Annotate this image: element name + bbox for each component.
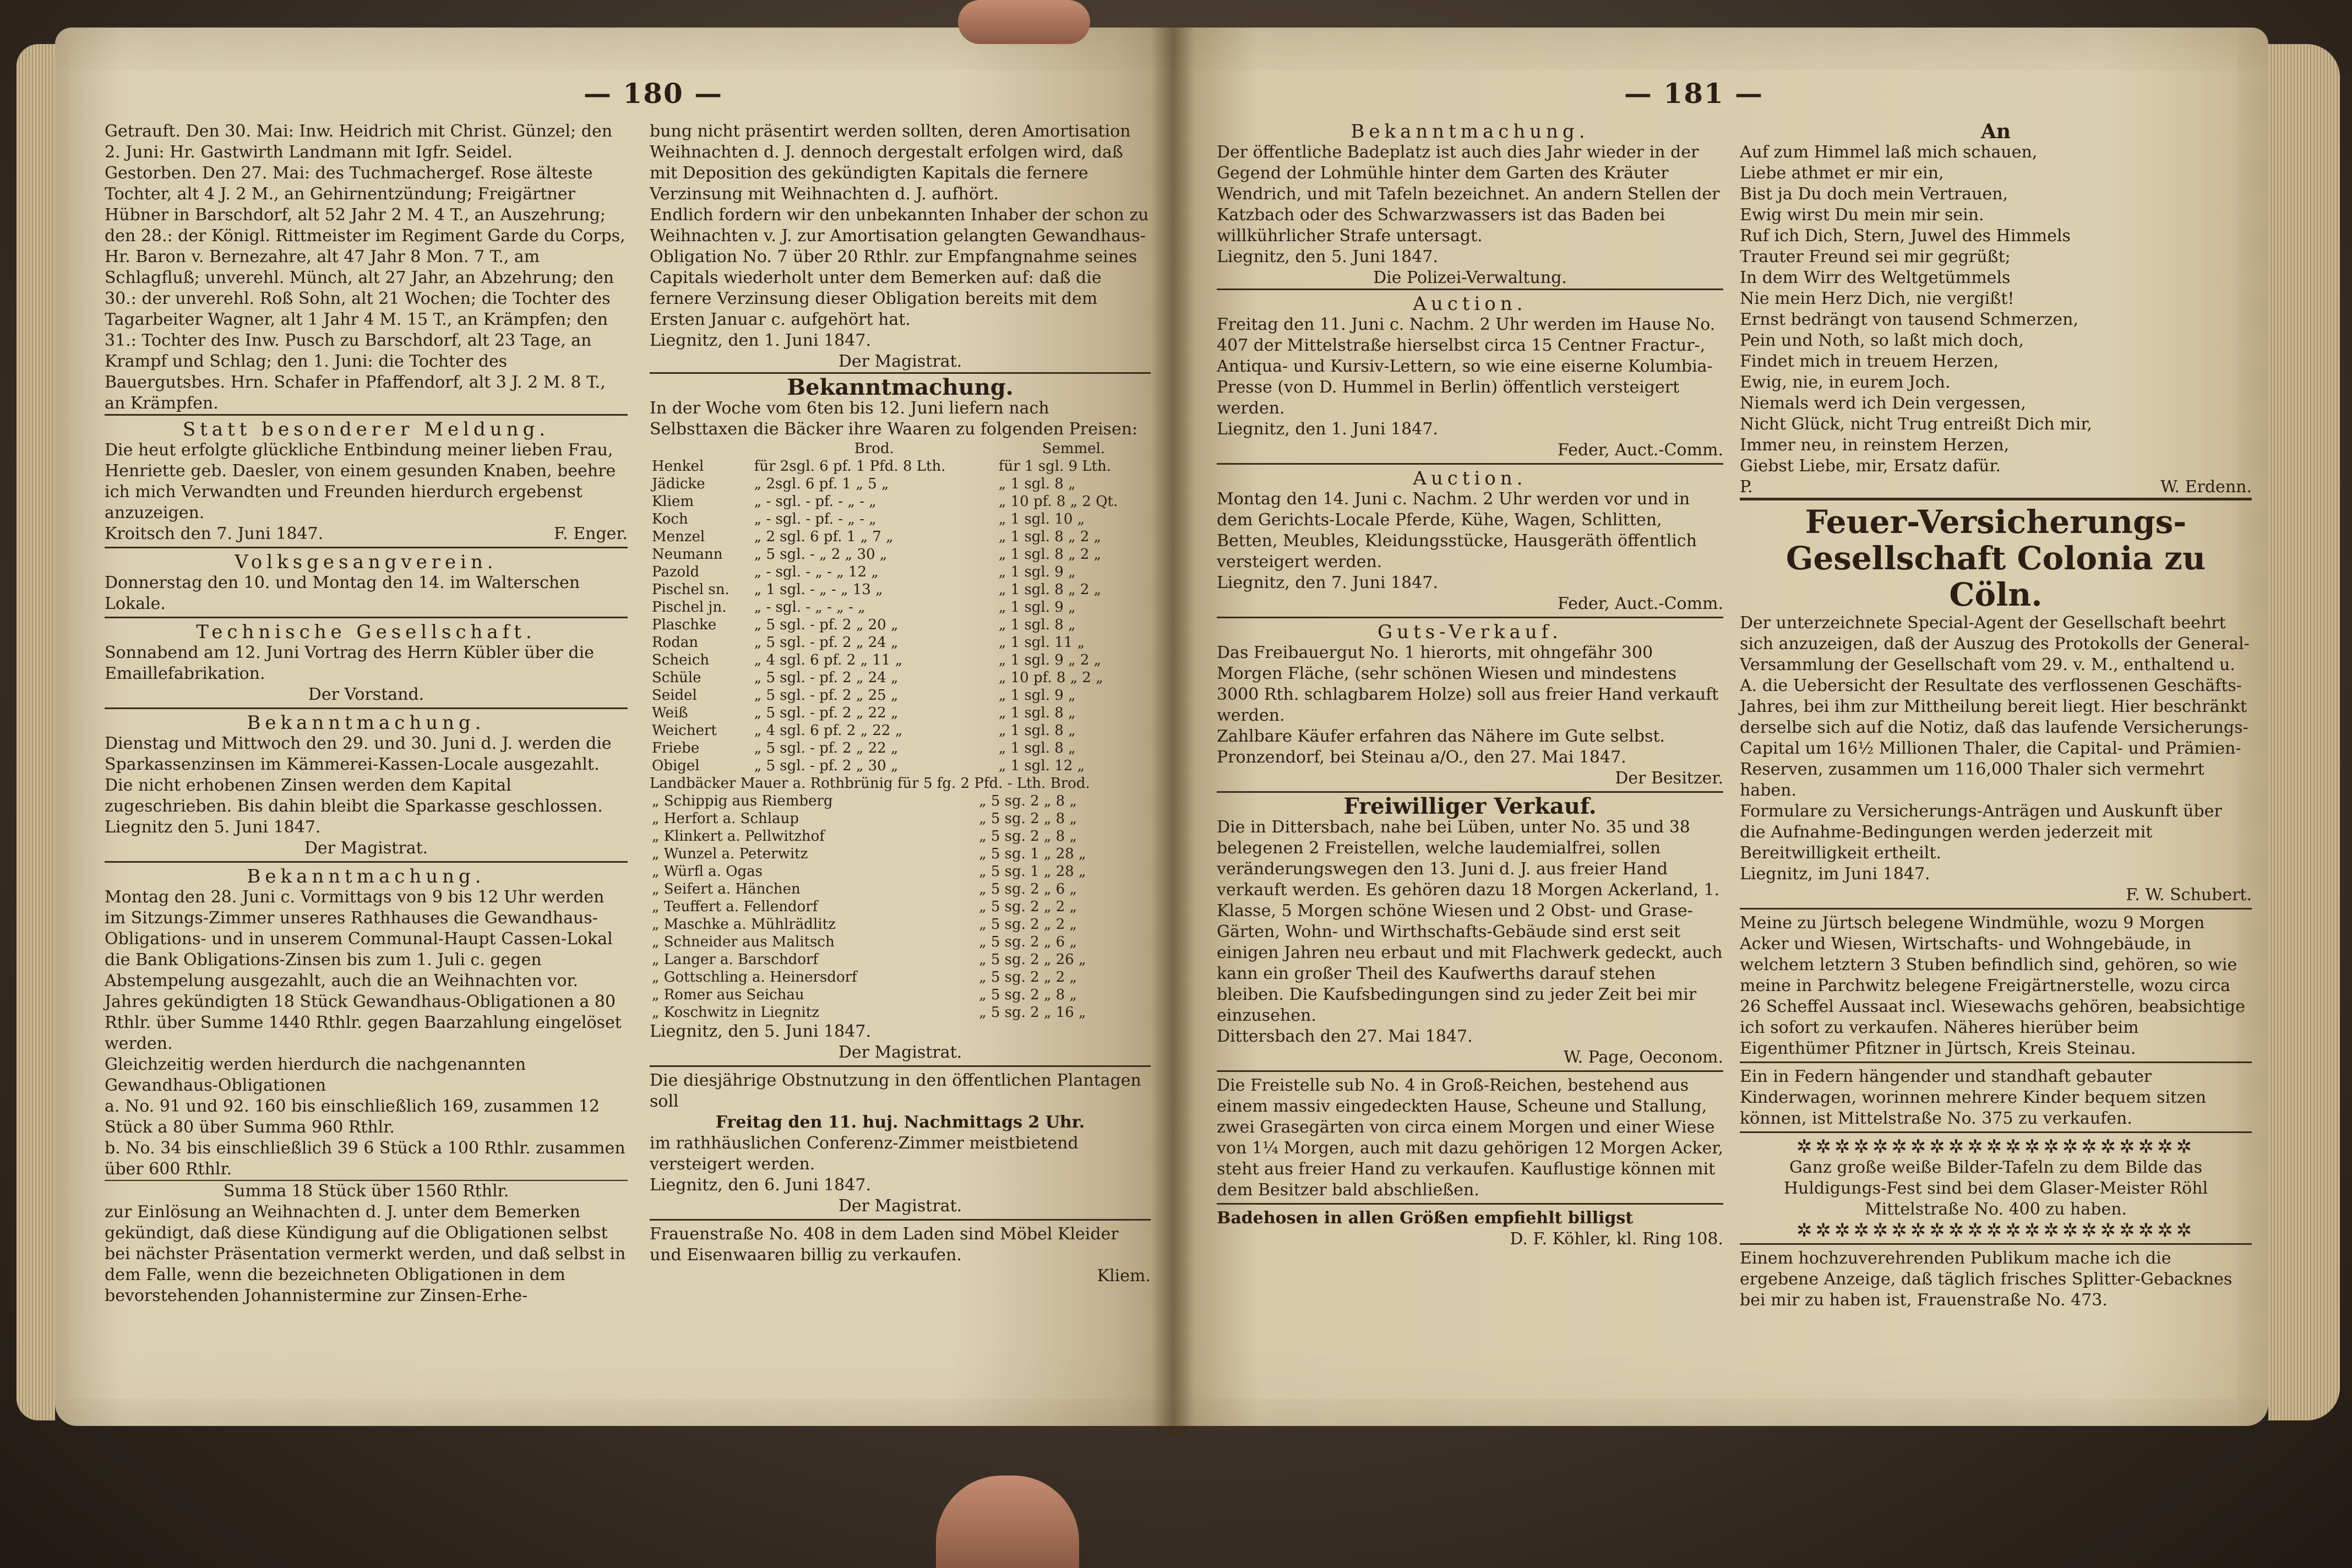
semmel-col-header: Semmel. <box>1042 440 1106 457</box>
obligation-text: Montag den 28. Juni c. Vormittags von 9 bis 12 Uhr werden im Sitzungs-Zimmer unseres Rathhauses die Gewandhaus-Obligations- und in unserem Communal-Haupt Cassen-Lokal die Bank Obligations-Zinsen bis zum 1. Juli c. gegen Abstempelung ausgezahlt, auch die an Weihnachten vor. Jahres gekündigten 18 Stück Gewandhaus-Obligationen a 80 Rthlr. über Summe 1440 Rthlr. gegen Baarzahlung eingelöset werden. <box>105 888 622 1053</box>
auction-1-text: Freitag den 11. Juni c. Nachm. 2 Uhr werden im Hause No. 407 der Mittelstraße hierselbst circa 15 Centner Fractur-, Antiqua- und Kursiv-Lettern, so wie eine eiserne Kolumbia-Presse (von D. Hummel in Berlin) öffentlich versteigert werden. <box>1217 315 1716 418</box>
bread-price-cell: „ - sgl. - „ - „ 12 „ <box>754 564 879 580</box>
bread-signature: Der Magistrat. <box>838 1043 962 1062</box>
country-baker-row <box>650 1004 1151 1021</box>
poem-line: Trauter Freund sei mir gegrüßt; <box>1740 247 2011 266</box>
bread-price-cell: Jädicke <box>652 476 705 492</box>
open-book <box>17 28 2340 1437</box>
bathing-trunks-signature: D. F. Köhler, kl. Ring 108. <box>1510 1229 1723 1249</box>
insurance-signature: F. W. Schubert. <box>2126 885 2252 905</box>
bread-price-row <box>650 634 1151 651</box>
country-baker-cell: „ 5 sg. 2 „ 6 „ <box>979 934 1077 950</box>
bakery-ad <box>1740 1243 2252 1313</box>
bread-price-cell: „ - sgl. - pf. - „ - „ <box>754 493 876 510</box>
savings-announcement <box>105 707 628 861</box>
bread-price-cell: Pischel jn. <box>652 599 727 616</box>
bread-price-cell: „ 4 sgl. 6 pf. 2 „ 22 „ <box>754 722 903 739</box>
right-column-1 <box>1217 121 1723 1252</box>
country-baker-row <box>650 845 1151 863</box>
country-baker-cell: „ 5 sg. 1 „ 28 „ <box>979 846 1086 862</box>
poem-line: Ewig, nie, in eurem Joch. <box>1740 373 1951 392</box>
marriages-text: Getrauft. Den 30. Mai: Inw. Heidrich mit Christ. Günzel; den 2. Juni: Hr. Gastwirth Landmann mit Igfr. Seidel. <box>105 122 613 162</box>
poem-line: Nicht Glück, nicht Trug entreißt Dich mir, <box>1740 415 2092 434</box>
estate-text: Das Freibauergut No. 1 hierorts, mit ohngefähr 300 Morgen Fläche, (sehr schönen Wiesen und mindestens 3000 Rth. schlagbarem Holze) soll aus freier Hand verkauft werden. <box>1217 643 1719 725</box>
left-column-2 <box>650 121 1151 1289</box>
country-baker-row <box>650 933 1151 951</box>
bread-price-cell: „ 1 sgl. 8 „ <box>998 722 1076 739</box>
bread-price-row <box>650 704 1151 722</box>
bread-price-cell: „ 4 sgl. 6 pf. 2 „ 11 „ <box>754 652 903 668</box>
fruit-signature: Der Magistrat. <box>838 1196 962 1216</box>
bread-price-cell: „ 1 sgl. 9 „ <box>998 687 1076 704</box>
fruit-auction-announcement <box>650 1065 1151 1219</box>
obligation-signature: Der Magistrat. <box>838 352 962 371</box>
left-page-edges <box>17 44 55 1420</box>
birth-title: Statt besonderer Meldung. <box>182 418 550 440</box>
country-baker-cell: „ Teuffert a. Fellendorf <box>652 899 818 915</box>
deaths-text: Gestorben. Den 27. Mai: des Tuchmachergef. Rose älteste Tochter, alt 4 J. 2 M., an Gehirnentzündung; Freigärtner Hübner in Barschdorf, alt 52 Jahr 2 M. 4 T., an Auszehrung; den 28.: der Königl. Rittmeister im Regiment Garde du Corps, Hr. Baron v. Bernezahre, alt 47 Jahr 8 Mon. 7 T., am Schlagfluß; unverehl. Münch, alt 27 Jahr, an Abzehrung; den 30.: der unverehl. Roß Sohn, alt 21 Wochen; die Tochter des Tagarbeiter Wagner, alt 1 Jahr 4 M. 15 T., an Krämpfen; den 31.: Tochter des Inw. Pusch zu Barschdorf, alt 23 Tage, an Krampf und Schlag; den 1. Juni: die Tochter des Bauergutsbes. Hrn. Schafer in Pfaffendorf, alt 3 J. 2 M. 8 T., an Krämpfen. <box>105 164 625 413</box>
picture-panels-ad <box>1740 1131 2252 1243</box>
poem-line: Auf zum Himmel laß mich schauen, <box>1740 143 2038 162</box>
bread-price-cell: Pischel sn. <box>652 581 729 598</box>
estate-sale <box>1217 617 1723 791</box>
country-baker-row <box>650 863 1151 880</box>
auction-2-place: Liegnitz, den 7. Juni 1847. <box>1217 573 1438 592</box>
poem-title: An <box>1980 120 2011 143</box>
birth-signature: F. Enger. <box>554 524 628 543</box>
voluntary-sale-signature: W. Page, Oeconom. <box>1564 1048 1723 1067</box>
auction-1-title: Auction. <box>1413 293 1527 315</box>
thumb-top <box>958 0 1090 44</box>
country-bakers-table <box>650 792 1151 1021</box>
bread-price-row <box>650 546 1151 563</box>
country-baker-cell: „ 5 sg. 2 „ 8 „ <box>979 810 1077 827</box>
country-baker-cell: „ Maschke a. Mühlrädlitz <box>652 916 836 933</box>
bathing-title: Bekanntmachung. <box>1351 121 1589 143</box>
estate-text-2: Zahlbare Käufer erfahren das Nähere im Gute selbst. <box>1217 727 1665 746</box>
birth-announcement <box>105 414 628 547</box>
insurance-title: Feuer-Versicherungs-Gesellschaft Colonia zu Cöln. <box>1785 503 2206 613</box>
bathing-trunks-ad <box>1217 1203 1723 1252</box>
bread-price-cell: für 2sgl. 6 pf. 1 Pfd. 8 Lth. <box>754 458 946 475</box>
bread-price-cell: „ 5 sgl. - pf. 2 „ 22 „ <box>754 705 899 721</box>
bread-price-cell: Friebe <box>652 740 700 756</box>
estate-place: Pronzendorf, bei Steinau a/O., den 27. Mai 1847. <box>1217 748 1626 767</box>
bread-price-row <box>650 651 1151 669</box>
insurance-text-2: Formulare zu Versicherungs-Anträgen und Auskunft über die Aufnahme-Bedingungen werden jederzeit mit Bereitwilligkeit ertheilt. <box>1740 802 2222 863</box>
right-column-2 <box>1740 121 2252 1313</box>
bread-price-cell: Kliem <box>652 493 694 510</box>
bread-title: Bekanntmachung. <box>787 374 1014 400</box>
bread-price-cell: „ 5 sgl. - pf. 2 „ 25 „ <box>754 687 899 704</box>
bread-price-row <box>650 475 1151 493</box>
freistelle-sale <box>1217 1070 1723 1203</box>
poem-line: Ruf ich Dich, Stern, Juwel des Himmels <box>1740 226 2071 246</box>
voluntary-sale-text: Die in Dittersbach, nahe bei Lüben, unter No. 35 und 38 belegenen 2 Freistellen, welche laudemialfrei, sollen veränderungswegen den 13. Juni d. J. aus freier Hand verkauft werden. Es gehören dazu 18 Morgen Ackerland, 1. Klasse, 5 Morgen schöne Wiesen und 2 Obst- und Grase-Gärten, Wohn- und Wirthschafts-Gebäude sind erst seit einigen Jahren neu erbaut und mit Flachwerk gedeckt, auch kann ein großer Theil des Kaufwerths darauf stehen bleiben. Die Kaufsbedingungen sind zu jeder Zeit bei mir einzusehen. <box>1217 818 1723 1025</box>
insurance-ad <box>1740 498 2252 908</box>
choir-announcement <box>105 547 628 617</box>
poem-line: Liebe athmet er mir ein, <box>1740 164 1944 183</box>
bread-price-row <box>650 598 1151 616</box>
savings-text: Dienstag und Mittwoch den 29. und 30. Juni d. J. werden die Sparkassenzinsen im Kämmerei-Kassen-Locale ausgezahlt. Die nicht erhobenen Zinsen werden dem Kapital zugeschrieben. Bis dahin bleibt die Sparkasse geschlossen. <box>105 734 612 816</box>
tech-signature: Der Vorstand. <box>308 685 424 704</box>
bread-price-cell: Seidel <box>652 687 697 704</box>
bread-price-cell: Pazold <box>652 564 700 580</box>
bread-price-row <box>650 563 1151 581</box>
bread-price-cell: „ 5 sgl. - pf. 2 „ 30 „ <box>754 758 899 774</box>
bread-price-cell: „ 2 sgl. 6 pf. 1 „ 7 „ <box>754 529 894 545</box>
obligation-announcement <box>105 861 628 1309</box>
poem-line: Giebst Liebe, mir, Ersatz dafür. <box>1740 456 2001 476</box>
estate-signature: Der Besitzer. <box>1615 769 1723 788</box>
left-column-1 <box>105 121 628 1309</box>
voluntary-sale-title: Freiwilliger Verkauf. <box>1343 793 1597 819</box>
country-baker-cell: „ Schneider aus Malitsch <box>652 934 835 950</box>
page-number-right: — 181 — <box>1624 77 1764 110</box>
country-baker-row <box>650 880 1151 898</box>
page-number-left: — 180 — <box>584 77 723 110</box>
bread-price-row <box>650 739 1151 757</box>
bakery-text: Einem hochzuverehrenden Publikum mache ich die ergebene Anzeige, daß täglich frisches Splitter-Gebacknes bei mir zu haben ist, Frauenstraße No. 473. <box>1740 1249 2233 1310</box>
bread-place: Liegnitz, den 5. Juni 1847. <box>650 1022 871 1041</box>
country-baker-cell: „ 5 sg. 2 „ 2 „ <box>979 916 1077 933</box>
bread-price-cell: „ - sgl. - „ - „ - „ <box>754 599 865 616</box>
auction-2 <box>1217 463 1723 617</box>
obligation-continued-2: Endlich fordern wir den unbekannten Inhaber der schon zu Weihnachten v. J. zur Amortisation gelangten Gewandhaus-Obligation No. 7 über 20 Rthlr. zur Empfangnahme seines Capitals wiederholt unter dem Bemerken auf: daß die fernere Verzinsung dieser Obligation bereits mit dem Ersten Januar c. aufgehört hat. <box>650 205 1149 329</box>
bread-price-cell: „ 1 sgl. 8 „ <box>998 705 1076 721</box>
auction-2-signature: Feder, Auct.-Comm. <box>1558 594 1723 613</box>
bread-price-cell: „ 5 sgl. - „ 2 „ 30 „ <box>754 546 888 563</box>
voluntary-sale <box>1217 791 1723 1070</box>
bread-price-cell: „ 5 sgl. - pf. 2 „ 22 „ <box>754 740 899 756</box>
pram-text: Ein in Federn hängender und standhaft gebauter Kinderwagen, worinnen mehrere Kinder bequem sitzen können, ist Mittelstraße No. 375 zu verkaufen. <box>1740 1067 2207 1128</box>
country-baker-cell: „ 5 sg. 2 „ 26 „ <box>979 951 1086 968</box>
ornament-border-top: ✲✲✲✲✲✲✲✲✲✲✲✲✲✲✲✲✲✲✲✲✲ <box>1796 1136 2196 1158</box>
bread-price-row <box>650 581 1151 598</box>
country-baker-cell: „ 5 sg. 2 „ 16 „ <box>979 1004 1086 1021</box>
savings-signature: Der Magistrat. <box>304 839 428 858</box>
country-baker-row <box>650 792 1151 810</box>
obligation-text-3: zur Einlösung an Weihnachten d. J. unter dem Bemerken gekündigt, daß diese Kündigung auf die Obligationen selbst bei nächster Präsentation vermerkt werden, und daß selbst in dem Falle, wenn die bezeichneten Obligationen in dem bevorstehenden Johannistermine zur Zinsen-Erhe- <box>105 1202 626 1305</box>
bread-price-cell: „ 5 sgl. - pf. 2 „ 24 „ <box>754 634 899 651</box>
country-baker-cell: „ 5 sg. 2 „ 2 „ <box>979 969 1077 986</box>
country-baker-cell: „ Klinkert a. Pellwitzhof <box>652 828 825 845</box>
bread-table-header <box>650 440 1151 458</box>
right-page <box>1173 28 2268 1426</box>
obligation-sum: Summa 18 Stück über 1560 Rthlr. <box>105 1180 628 1202</box>
obligation-item-a: a. No. 91 und 92. 160 bis einschließlich 169, zusammen 12 Stück a 80 über Summa 960 Rthlr. <box>105 1097 600 1137</box>
bread-price-cell: „ - sgl. - pf. - „ - „ <box>754 511 876 527</box>
insurance-text: Der unterzeichnete Special-Agent der Gesellschaft beehrt sich anzuzeigen, daß der Auszug des Protokolls der General-Versammlung der Gesellschaft vom 29. v. M., enthaltend u. A. die Uebersicht der Resultate des verflossenen Geschäfts-Jahres, bei ihm zur Mittheilung bereit liegt. Hier beschränkt derselbe sich auf die Notiz, daß das laufende Versicherungs-Capital um 16½ Millionen Thaler, die Capital- und Prämien-Reserven, zusammen um 116,000 Thaler sich vermehrt haben. <box>1740 613 2250 800</box>
poem-line: Nie mein Herz Dich, nie vergißt! <box>1740 289 2015 308</box>
left-page <box>55 28 1173 1426</box>
country-baker-cell: „ 5 sg. 2 „ 6 „ <box>979 881 1077 897</box>
book-gutter <box>1151 28 1195 1437</box>
bathing-place: Liegnitz, den 5. Juni 1847. <box>1217 247 1438 266</box>
poem-line: Immer neu, in reinstem Herzen, <box>1740 435 2010 455</box>
bread-price-cell: „ 1 sgl. 8 „ <box>998 476 1076 492</box>
obligation-item-b: b. No. 34 bis einschließlich 39 6 Stück a 100 Rthlr. zusammen über 600 Rthlr. <box>105 1139 625 1179</box>
bread-price-table <box>650 440 1151 775</box>
poem-line: Ewig wirst Du mein mir sein. <box>1740 205 1984 225</box>
bread-price-cell: „ 2sgl. 6 pf. 1 „ 5 „ <box>754 476 889 492</box>
auction-2-text: Montag den 14. Juni c. Nachm. 2 Uhr werden vor und in dem Gerichts-Locale Pferde, Kühe, Wagen, Schlitten, Betten, Meubles, Kleidungsstücke, Hausgeräth öffentlich versteigert werden. <box>1217 489 1697 571</box>
bread-price-row <box>650 510 1151 528</box>
windmill-sale <box>1740 908 2252 1061</box>
bread-price-cell: „ 1 sgl. 11 „ <box>998 634 1085 651</box>
obligation-title: Bekanntmachung. <box>247 865 486 888</box>
bread-price-row <box>650 493 1151 510</box>
bread-price-row <box>650 669 1151 687</box>
poem-line: Bist ja Du doch mein Vertrauen, <box>1740 184 2008 204</box>
poem <box>1740 121 2252 498</box>
country-baker-cell: „ Seifert a. Hänchen <box>652 881 801 897</box>
bread-price-cell: „ 1 sgl. 9 „ 2 „ <box>998 652 1102 668</box>
poem-line: In dem Wirr des Weltgetümmels <box>1740 268 2011 287</box>
country-baker-cell: „ 5 sg. 2 „ 8 „ <box>979 828 1077 845</box>
bread-price-cell: „ 10 pf. 8 „ 2 „ <box>998 669 1103 686</box>
bread-price-cell: für 1 sgl. 9 Lth. <box>998 458 1112 475</box>
poem-lines <box>1740 142 2252 477</box>
choir-title: Volksgesangverein. <box>235 551 498 573</box>
bread-price-cell: Rodan <box>652 634 699 651</box>
country-baker-row <box>650 810 1151 827</box>
country-baker-cell: „ Schippig aus Riemberg <box>652 793 833 809</box>
picture-panels-text: Ganz große weiße Bilder-Tafeln zu dem Bilde das Huldigungs-Fest sind bei dem Glaser-Meister Röhl Mittelstraße No. 400 zu haben. <box>1783 1158 2208 1219</box>
country-baker-cell: „ Gottschling a. Heinersdorf <box>652 969 857 986</box>
country-baker-row <box>650 986 1151 1004</box>
country-baker-cell: „ 5 sg. 2 „ 8 „ <box>979 987 1077 1003</box>
voluntary-sale-place: Dittersbach den 27. Mai 1847. <box>1217 1027 1473 1046</box>
bread-price-cell: „ 1 sgl. 8 „ 2 „ <box>998 529 1102 545</box>
bathing-text: Der öffentliche Badeplatz ist auch dies Jahr wieder in der Gegend der Lohmühle hinter dem Garten des Kräuter Wendrich, und mit Tafeln bezeichnet. An andern Stellen der Katzbach oder des Schwarzwassers ist das Baden bei willkührlicher Strafe untersagt. <box>1217 143 1720 246</box>
fruit-place: Liegnitz, den 6. Juni 1847. <box>650 1175 871 1195</box>
poem-line: Niemals werd ich Dein vergessen, <box>1740 394 2026 413</box>
bread-price-cell: „ 10 pf. 8 „ 2 Qt. <box>998 493 1118 510</box>
technical-society-announcement <box>105 617 628 707</box>
bread-intro: In der Woche vom 6ten bis 12. Juni liefern nach Selbsttaxen die Bäcker ihre Waaren zu folgenden Preisen: <box>650 399 1138 439</box>
bread-price-cell: Koch <box>652 511 688 527</box>
bread-price-cell: „ 5 sgl. - pf. 2 „ 20 „ <box>754 617 899 633</box>
auction-1-signature: Feder, Auct.-Comm. <box>1558 440 1723 460</box>
fruit-date: Freitag den 11. huj. Nachmittags 2 Uhr. <box>715 1113 1085 1132</box>
poem-line: Findet mich in treuem Herzen, <box>1740 352 1999 371</box>
country-baker-cell: „ 5 sg. 2 „ 8 „ <box>979 793 1077 809</box>
poem-signature: W. Erdenn. <box>2160 477 2252 497</box>
country-bakers-header: Landbäcker Mauer a. Rothbrünig für 5 fg. 2 Pfd. - Lth. Brod. <box>650 775 1090 792</box>
country-baker-cell: „ 5 sg. 1 „ 28 „ <box>979 863 1086 880</box>
bread-price-cell: „ 1 sgl. 8 „ <box>998 740 1076 756</box>
bread-price-cell: Menzel <box>652 529 705 545</box>
bread-price-cell: „ 1 sgl. 12 „ <box>998 758 1085 774</box>
bread-price-row <box>650 458 1151 475</box>
estate-title: Guts-Verkauf. <box>1378 621 1562 643</box>
bread-price-cell: „ 1 sgl. 9 „ <box>998 599 1076 616</box>
bread-price-cell: „ 1 sgl. 8 „ 2 „ <box>998 546 1102 563</box>
pram-sale <box>1740 1061 2252 1131</box>
bread-price-row <box>650 528 1151 546</box>
bread-price-row <box>650 757 1151 775</box>
fruit-text: Die diesjährige Obstnutzung in den öffentlichen Plantagen soll <box>650 1071 1141 1111</box>
bread-price-cell: Obigel <box>652 758 700 774</box>
bread-price-cell: Plaschke <box>652 617 717 633</box>
bread-col-header: Brod. <box>854 440 894 457</box>
bread-price-row <box>650 616 1151 634</box>
auction-2-title: Auction. <box>1413 467 1527 489</box>
windmill-text: Meine zu Jürtsch belegene Windmühle, wozu 9 Morgen Acker und Wiesen, Wirtschafts- und Wohngebäude, in welchem letztern 3 Stuben befindlich sind, gehören, so wie meine in Parchwitz belegene Freigärtnerstelle, wozu circa 26 Scheffel Aussaat incl. Wiesewachs gehören, beabsichtige ich sofort zu verkaufen. Näheres hierüber beim Eigenthümer Pfitzner in Jürtsch, Kreis Steinau. <box>1740 913 2245 1058</box>
country-baker-cell: „ Würfl a. Ogas <box>652 863 763 880</box>
country-baker-row <box>650 898 1151 916</box>
bread-price-cell: „ 1 sgl. 10 „ <box>998 511 1085 527</box>
fruit-text-2: im rathhäuslichen Conferenz-Zimmer meistbietend versteigert werden. <box>650 1134 1079 1174</box>
furniture-text: Frauenstraße No. 408 in dem Laden sind Möbel Kleider und Eisenwaaren billig zu verkaufen. <box>650 1224 1119 1265</box>
country-baker-cell: „ Koschwitz in Liegnitz <box>652 1004 819 1021</box>
bread-price-cell: „ 1 sgl. 8 „ <box>998 617 1076 633</box>
bread-price-cell: Schüle <box>652 669 701 686</box>
savings-title: Bekanntmachung. <box>247 712 486 734</box>
bread-price-cell: „ 1 sgl. 8 „ 2 „ <box>998 581 1102 598</box>
country-baker-row <box>650 916 1151 933</box>
choir-text: Donnerstag den 10. und Montag den 14. im Walterschen Lokale. <box>105 573 580 613</box>
right-page-edges <box>2268 44 2340 1420</box>
bread-price-cell: Weichert <box>652 722 717 739</box>
bread-price-announcement <box>650 372 1151 1065</box>
birth-text: Die heut erfolgte glückliche Entbindung meiner lieben Frau, Henriette geb. Daesler, von einem gesunden Knaben, beehre ich mich Verwandten und Freunden hierdurch ergebenst anzuzeigen. <box>105 440 616 522</box>
country-baker-cell: „ Herfort a. Schlaup <box>652 810 799 827</box>
bathing-trunks-text: Badehosen in allen Größen empfiehlt billigst <box>1217 1208 1634 1228</box>
bread-price-cell: „ 1 sgl. 9 „ <box>998 564 1076 580</box>
tech-text: Sonnabend am 12. Juni Vortrag des Herrn Kübler über die Emaillefabrikation. <box>105 643 594 683</box>
country-baker-cell: „ Romer aus Seichau <box>652 987 804 1003</box>
country-baker-cell: „ Wunzel a. Peterwitz <box>652 846 808 862</box>
country-baker-row <box>650 827 1151 845</box>
auction-1-place: Liegnitz, den 1. Juni 1847. <box>1217 420 1438 439</box>
bread-price-cell: Henkel <box>652 458 704 475</box>
ornament-border-bottom: ✲✲✲✲✲✲✲✲✲✲✲✲✲✲✲✲✲✲✲✲✲ <box>1796 1219 2196 1242</box>
obligation-place: Liegnitz, den 1. Juni 1847. <box>650 331 871 350</box>
furniture-announcement <box>650 1219 1151 1289</box>
auction-1 <box>1217 288 1723 463</box>
bread-price-cell: Neumann <box>652 546 723 563</box>
poem-line: Ernst bedrängt von tausend Schmerzen, <box>1740 310 2079 329</box>
obligation-text-2: Gleichzeitig werden hierdurch die nachgenannten Gewandhaus-Obligationen <box>105 1055 526 1095</box>
insurance-place: Liegnitz, im Juni 1847. <box>1740 864 1930 884</box>
tech-title: Technische Gesellschaft. <box>196 621 536 643</box>
bread-price-cell: Scheich <box>652 652 710 668</box>
bread-price-cell: „ 1 sgl. - „ - „ 13 „ <box>754 581 883 598</box>
bathing-signature: Die Polizei-Verwaltung. <box>1373 268 1567 287</box>
freistelle-text: Die Freistelle sub No. 4 in Groß-Reichen, bestehend aus einem massiv eingedeckten Hause, Scheune und Stallung, zwei Grasegärten von circa einem Morgen und einer Wiese von 1¼ Morgen, auch mit dazu gehörigen 12 Morgen Acker, steht aus freier Hand zu verkaufen. Kauflustige können mit dem Besitzer bald abschließen. <box>1217 1076 1724 1200</box>
country-baker-row <box>650 968 1151 986</box>
bread-price-cell: Weiß <box>652 705 688 721</box>
poem-initial: P. <box>1740 477 1753 497</box>
bathing-announcement <box>1217 121 1723 288</box>
savings-place: Liegnitz den 5. Juni 1847. <box>105 818 321 837</box>
poem-line: Pein und Noth, so laßt mich doch, <box>1740 331 2024 350</box>
birth-place: Kroitsch den 7. Juni 1847. <box>105 524 324 543</box>
country-baker-row <box>650 951 1151 968</box>
obligation-continued: bung nicht präsentirt werden sollten, deren Amortisation Weihnachten d. J. dennoch dergestalt erfolgen wird, daß mit Deposition des gekündigten Kapitals die fernere Verzinsung mit Weihnachten d. J. aufhört. <box>650 122 1131 204</box>
bread-price-cell: „ 5 sgl. - pf. 2 „ 24 „ <box>754 669 899 686</box>
country-baker-cell: „ 5 sg. 2 „ 2 „ <box>979 899 1077 915</box>
bread-price-row <box>650 722 1151 739</box>
bread-price-row <box>650 687 1151 704</box>
country-baker-cell: „ Langer a. Barschdorf <box>652 951 819 968</box>
furniture-signature: Kliem. <box>1097 1266 1151 1286</box>
